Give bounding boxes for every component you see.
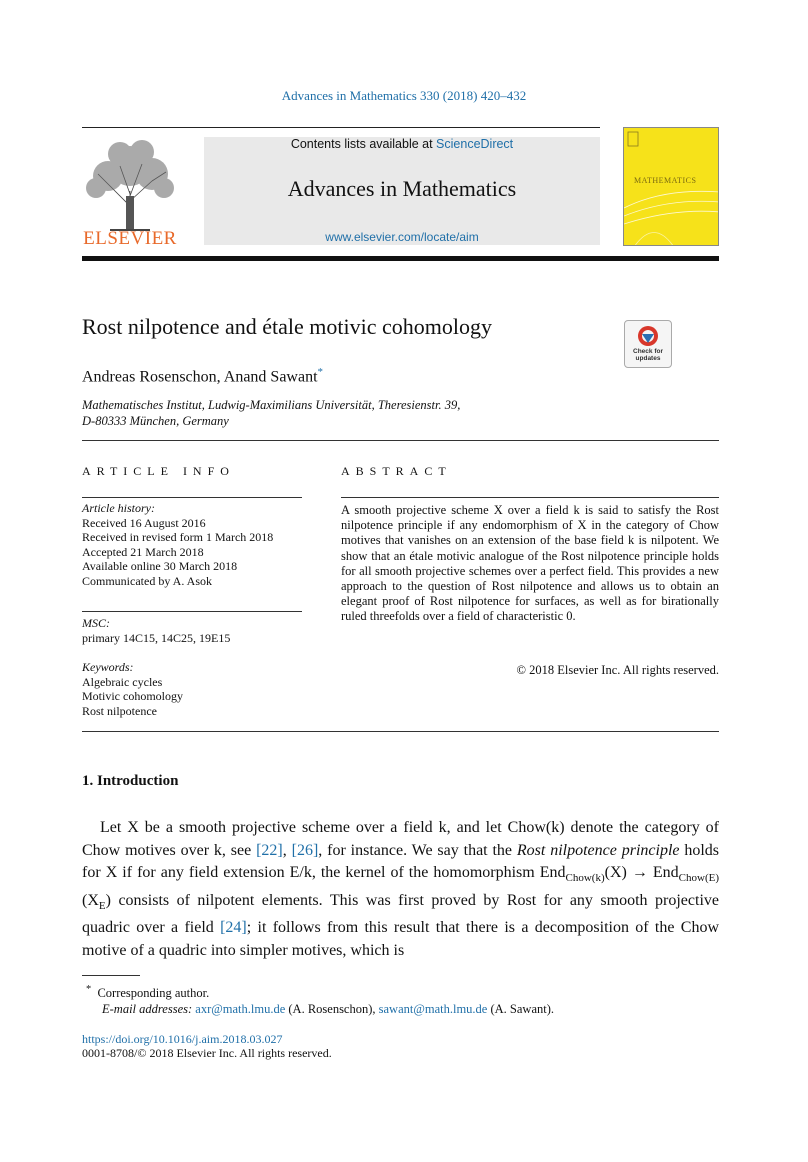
journal-cover: [623, 127, 719, 246]
intro-text: ,: [282, 841, 292, 859]
intro-subscript: E: [98, 899, 106, 912]
article-info-heading: ARTICLE INFO: [82, 464, 235, 478]
keywords-block: [82, 660, 302, 718]
intro-text: Let X be a smooth projective scheme over a field k, and let Chow(k) denote the category of Chow motives over k, see: [82, 819, 719, 859]
intro-paragraph: [82, 817, 719, 962]
journal-title: Advances in Mathematics: [287, 176, 517, 201]
divider-bottom: [82, 731, 719, 732]
keyword: Rost nilpotence: [82, 703, 157, 718]
revised-date: Received in revised form 1 March 2018: [82, 530, 274, 544]
msc-codes: primary 14C15, 14C25, 19E15: [82, 630, 231, 645]
accepted-date: Accepted 21 March 2018: [82, 544, 204, 559]
journal-url[interactable]: www.elsevier.com/locate/aim: [325, 230, 479, 244]
intro-text: holds for X if for any field extension E/k, the kernel of the homomorphism End: [82, 841, 720, 881]
affiliation-line-1: Mathematisches Institut, Ludwig-Maximilians Universität, Theresienstr. 39,: [82, 398, 461, 412]
check-updates-label: Check for updates: [633, 348, 663, 362]
keywords-label: Keywords:: [82, 660, 134, 674]
abstract-divider: [341, 497, 719, 498]
header-rule-top: [82, 127, 600, 128]
contents-prefix: Contents lists available at: [290, 137, 437, 151]
article-history: [82, 501, 302, 588]
section-heading: 1. Introduction: [82, 773, 179, 789]
cover-title: MATHEMATICS: [634, 176, 697, 185]
received-date: Received 16 August 2016: [82, 515, 206, 530]
email-link-rosenschon[interactable]: axr@math.lmu.de: [195, 1002, 286, 1017]
divider-top: [82, 440, 719, 441]
history-label: Article history:: [82, 501, 155, 515]
abstract-text: A smooth projective scheme X over a field k is said to satisfy the Rost nilpotence principle if any endomorphism of X in the category of Chow motives that vanishes on an extension of the base field k is nilpotent. We show that an étale motivic analogue of the Rost nilpotence principle holds for all smooth projective schemes over a perfect field. This provides a new approach to the question of Rost nilpotence and allows us to obtain an elegant proof of Rost nilpotence for surfaces, as well as for birationally ruled threefolds over a field of characteristic 0.: [341, 503, 719, 624]
header-rule-bottom: [82, 256, 719, 261]
email-link-sawant[interactable]: sawant@math.lmu.de: [378, 1002, 488, 1017]
check-for-updates-button[interactable]: [624, 320, 672, 368]
journal-reference[interactable]: Advances in Mathematics 330 (2018) 420–432: [281, 88, 527, 103]
side-divider: [82, 611, 302, 612]
abstract-heading: ABSTRACT: [341, 464, 452, 478]
contents-line: [204, 137, 600, 151]
footnote-rule: [82, 975, 140, 976]
doi-link[interactable]: https://doi.org/10.1016/j.aim.2018.03.027: [82, 1032, 283, 1046]
affiliation-line-2: D-80333 München, Germany: [82, 414, 229, 428]
email-owner: (A. Sawant).: [487, 1002, 555, 1017]
abstract-copyright: © 2018 Elsevier Inc. All rights reserved.: [516, 663, 719, 677]
issn-copyright: 0001-8708/© 2018 Elsevier Inc. All rights reserved.: [82, 1046, 332, 1060]
citation-link[interactable]: [24]: [220, 919, 247, 937]
intro-subscript: Chow(E): [678, 872, 719, 885]
footnote-corresponding-text: Corresponding author.: [97, 986, 210, 1001]
footnote-emails: [82, 1001, 719, 1017]
online-date: Available online 30 March 2018: [82, 559, 238, 573]
intro-text: , for instance. We say that the: [318, 841, 517, 859]
email-owner: (A. Rosenschon),: [285, 1002, 379, 1017]
communicated-by: Communicated by A. Asok: [82, 573, 212, 588]
author-footnote-mark[interactable]: *: [317, 366, 324, 378]
side-divider: [82, 497, 302, 498]
footnote-corresponding: [82, 982, 719, 1001]
intro-text: ; it follows from this result that there is a decomposition of the Chow motive of a quadric into simpler motives, which is: [82, 919, 720, 959]
msc-label: MSC:: [82, 616, 110, 630]
intro-subscript: Chow(k): [565, 872, 605, 885]
citation-link[interactable]: [22]: [256, 841, 283, 859]
intro-text: ) consists of nilpotent elements. This was first proved by Rost for any smooth projective quadric over a field: [82, 891, 719, 937]
keyword: Algebraic cycles: [82, 674, 163, 689]
email-label: E-mail addresses:: [102, 1002, 193, 1017]
paper-title: Rost nilpotence and étale motivic cohomology: [82, 314, 492, 339]
cover-decoration-icon: [624, 128, 719, 246]
footnote-mark: *: [86, 984, 92, 995]
affiliation: [82, 397, 460, 429]
citation-link[interactable]: [26]: [291, 841, 319, 859]
author-names: Andreas Rosenschon, Anand Sawant: [82, 368, 318, 386]
intro-emphasis: Rost nilpotence principle: [516, 841, 680, 859]
intro-text: (X: [82, 891, 99, 909]
intro-text: (X) → End: [604, 864, 679, 881]
sciencedirect-link[interactable]: ScienceDirect: [436, 137, 514, 151]
authors: [82, 366, 323, 386]
elsevier-logo: [80, 136, 180, 248]
msc-block: [82, 616, 302, 645]
elsevier-wordmark: ELSEVIER: [83, 228, 177, 249]
keyword: Motivic cohomology: [82, 689, 183, 703]
footnote: [82, 982, 719, 1017]
